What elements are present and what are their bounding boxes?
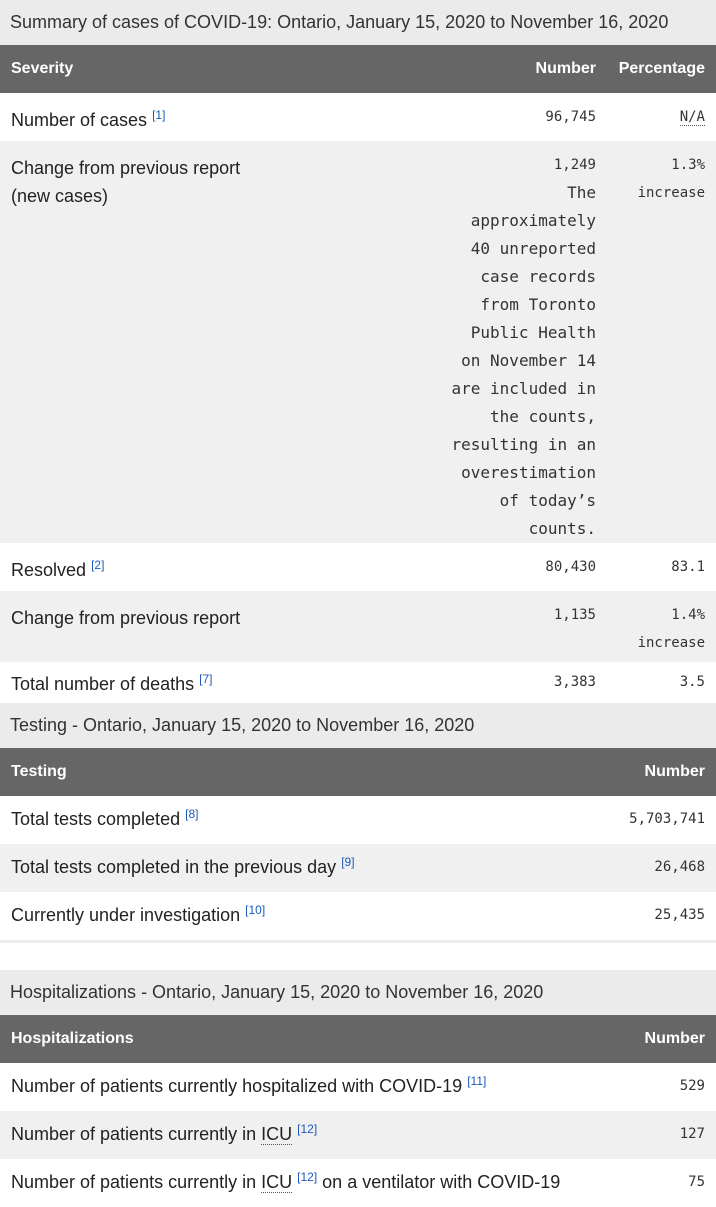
table-row — [0, 1111, 716, 1159]
row-number: 96,745 — [545, 109, 596, 125]
hospitalizations-header-row — [0, 1015, 716, 1063]
na-abbr: N/A — [679, 109, 705, 125]
table-row — [0, 141, 716, 543]
row-label: Total tests completed [8] — [11, 807, 199, 829]
footnote-link[interactable]: [1] — [152, 108, 166, 122]
table-row — [0, 662, 716, 703]
row-label: Change from previous report (new cases) — [0, 141, 440, 543]
icu-abbr: ICU — [261, 1124, 293, 1144]
spacer — [0, 943, 716, 970]
row-number: 26,468 — [560, 844, 716, 892]
table-row — [0, 591, 716, 662]
testing-header: Testing — [0, 748, 560, 796]
table-row — [0, 543, 716, 591]
footnote-link[interactable]: [9] — [341, 855, 355, 869]
table-row — [0, 1063, 716, 1111]
row-number: 127 — [620, 1111, 716, 1159]
footnote-link[interactable]: [12] — [297, 1170, 318, 1184]
number-header: Number — [620, 1015, 716, 1063]
footnote-link[interactable]: [8] — [185, 807, 199, 821]
row-number: 529 — [679, 1078, 705, 1094]
summary-table — [0, 45, 716, 703]
number-header: Number — [560, 748, 716, 796]
table-row — [0, 93, 716, 141]
row-percentage: 1.3% increase — [607, 141, 716, 543]
row-label: Change from previous report — [0, 591, 440, 662]
row-label: Currently under investigation [10] — [11, 903, 266, 925]
table-row — [0, 1159, 716, 1207]
testing-table — [0, 748, 716, 940]
row-label: Number of patients currently in ICU [12] — [0, 1111, 620, 1159]
footnote-link[interactable]: [10] — [245, 903, 266, 917]
testing-caption: Testing - Ontario, January 15, 2020 to November 16, 2020 — [0, 703, 716, 748]
footnote-link[interactable]: [12] — [297, 1122, 318, 1136]
testing-header-row — [0, 748, 716, 796]
row-number: 80,430 — [545, 559, 596, 575]
summary-header-row — [0, 45, 716, 93]
row-number: 5,703,741 — [629, 811, 705, 827]
table-row — [0, 892, 716, 940]
row-number: 75 — [688, 1174, 705, 1190]
row-note: The approximately 40 unreported case records from Toronto Public Health on November 14 are included in the counts, resulting in an overestimation of today’s counts. — [451, 183, 596, 538]
table-row — [0, 796, 716, 844]
icu-abbr: ICU — [261, 1172, 293, 1192]
hospitalizations-table — [0, 1015, 716, 1207]
row-percentage: 83.1 — [671, 559, 705, 575]
number-header: Number — [440, 45, 607, 93]
row-number: 1,135 — [440, 591, 607, 662]
row-percentage — [607, 93, 716, 141]
row-label: Number of patients currently in ICU [12] on a ventilator with COVID-19 — [11, 1170, 561, 1192]
hospitalizations-caption: Hospitalizations - Ontario, January 15, 2020 to November 16, 2020 — [0, 970, 716, 1015]
row-number: 25,435 — [654, 907, 705, 923]
severity-header: Severity — [0, 45, 440, 93]
row-label: Total number of deaths [7] — [11, 672, 213, 694]
row-label: Number of cases [1] — [11, 108, 166, 130]
row-percentage: 1.4% increase — [607, 591, 716, 662]
hospitalizations-header: Hospitalizations — [0, 1015, 620, 1063]
footnote-link[interactable]: [11] — [467, 1074, 487, 1088]
summary-caption: Summary of cases of COVID-19: Ontario, January 15, 2020 to November 16, 2020 — [0, 0, 716, 45]
percentage-header: Percentage — [607, 45, 716, 93]
table-row — [0, 844, 716, 892]
row-label: Resolved [2] — [11, 558, 105, 580]
row-number: 3,383 — [553, 674, 596, 690]
row-percentage: 3.5 — [679, 674, 705, 690]
footnote-link[interactable]: [2] — [91, 558, 105, 572]
row-label: Total tests completed in the previous day [9] — [0, 844, 560, 892]
row-number: 1,249 The approximately 40 unreported case records from Toronto Public Health on November 14 are included in the counts, resulting in an overestimation of today’s counts. — [440, 141, 607, 543]
row-label: Number of patients currently hospitalized with COVID-19 [11] — [11, 1074, 487, 1096]
footnote-link[interactable]: [7] — [199, 672, 213, 686]
